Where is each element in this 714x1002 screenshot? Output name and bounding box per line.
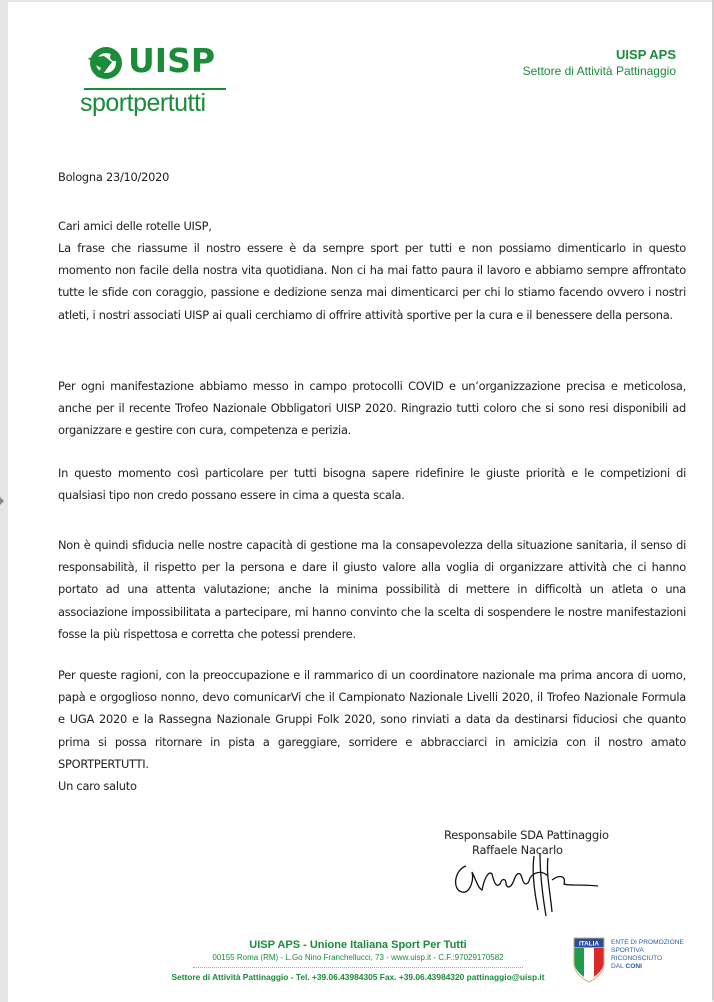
- paragraph-4: [58, 534, 686, 645]
- paragraph-text: Per ogni manifestazione abbiamo messo in campo protocolli COVID e un’organizzazione precisa e meticolosa, anche per il recente Trofeo Nazionale Obbligatori UISP 2020. Ringrazio tutti coloro che si sono resi disponibili ad organizzare e gestire con cura, competenza e perizia.: [58, 379, 686, 438]
- date-text: Bologna 23/10/2020: [58, 170, 170, 184]
- paragraph-text: In questo momento così particolare per tutti bisogna sapere ridefinire le giuste priorità e le competizioni di qualsiasi tipo non credo possano essere in cima a questa scala.: [58, 466, 686, 503]
- coni-line: [611, 963, 684, 971]
- footer-address: 00155 Roma (RM) - L.Go Nino Franchellucci, 73 - www.uisp.it - C.F.:97029170582: [212, 953, 504, 962]
- footer-contacts: Settore di Attività Pattinaggio - Tel. +39.06.43984305 Fax. +39.06.43984320 pattinaggio@uisp.it: [171, 972, 545, 982]
- italia-shield-icon: [573, 937, 605, 983]
- letterhead-org: [523, 47, 676, 79]
- shield-label: ITALIA: [578, 940, 600, 948]
- org-name: UISP APS: [616, 47, 676, 62]
- paragraph-2: [58, 375, 686, 442]
- coni-line: RICONOSCIUTO: [611, 955, 663, 962]
- org-sector: Settore di Attività Pattinaggio: [522, 64, 676, 78]
- uisp-logo: [76, 42, 226, 117]
- paragraph-5: [58, 664, 686, 797]
- paragraph-text: Per queste ragioni, con la preoccupazione e il rammarico di un coordinatore nazionale ma prima ancora di uomo, papà e orgoglioso nonno, devo comunicarVi che il Campionato Nazionale Livelli 2020, il Trofeo Nazionale Formula e UGA 2020 e la Rassegna Nazionale Gruppi Folk 2020, sono rinviati a data da destinarsi fiduciosi che quanto prima si possa ritornare in pista a gareggiare, sorridere e abbracciarci in amicizia con il nostro amato SPORTPERTUTTI.: [58, 668, 686, 771]
- coni-name: CONI: [625, 963, 642, 970]
- signer-role: Responsabile SDA Pattinaggio: [444, 828, 609, 842]
- footer-org-name: UISP APS - Unione Italiana Sport Per Tutti: [249, 939, 467, 951]
- letter-greeting: [58, 215, 686, 237]
- skater-emblem-icon: [84, 44, 126, 82]
- sidebar-expand-arrow-icon[interactable]: [0, 497, 4, 505]
- paragraph-3: [58, 462, 686, 506]
- viewer-left-gutter: [0, 0, 8, 1000]
- paragraph-1: [58, 237, 686, 326]
- closing-text: Un caro saluto: [58, 779, 137, 794]
- paragraph-text: Non è quindi sfiducia nelle nostre capacità di gestione ma la consapevolezza della situazione sanitaria, il senso di responsabilità, il rispetto per la persona e dare il giusto valore alla voglia di organizzare attività che ci hanno portato ad una attenta valutazione; anche la minima possibilità di mettere in difficoltà un atleta o una associazione impossibilitata a partecipare, mi hanno convinto che la scelta di sospendere le nostre manifestazioni fosse la più rispettosa e corretta che potessi prendere.: [58, 538, 686, 641]
- signer-name: Raffaele Nacarlo: [472, 843, 563, 857]
- footer-divider: [193, 967, 523, 968]
- greeting-text: Cari amici delle rotelle UISP,: [58, 219, 212, 233]
- coni-badge: [573, 937, 693, 987]
- logo-wordmark: UISP: [128, 41, 216, 80]
- paragraph-text: La frase che riassume il nostro essere è da sempre sport per tutti e non possiamo dimenticarlo in questo momento non facile della nostra vita quotidiana. Non ci ha mai fatto paura il lavoro e abbiamo sempre affrontato tutte le sfide con coraggio, passione e dedizione senza mai dimenticarci per chi lo stiamo facendo ovvero i nostri atleti, i nostri associati UISP ai quali cerchiamo di offrire attività sportive per la cura e il benessere della persona.: [58, 241, 686, 322]
- handwritten-signature-icon: [448, 850, 608, 920]
- letter-date: [58, 166, 686, 188]
- coni-dal: DAL: [611, 963, 624, 970]
- coni-line: ENTE DI PROMOZIONE: [611, 939, 684, 946]
- coni-line: SPORTIVA: [611, 947, 644, 954]
- document-page: [8, 2, 712, 1002]
- logo-tagline: sportpertutti: [80, 89, 206, 117]
- letterhead-footer: [158, 938, 558, 983]
- coni-recognition-text: [611, 939, 684, 971]
